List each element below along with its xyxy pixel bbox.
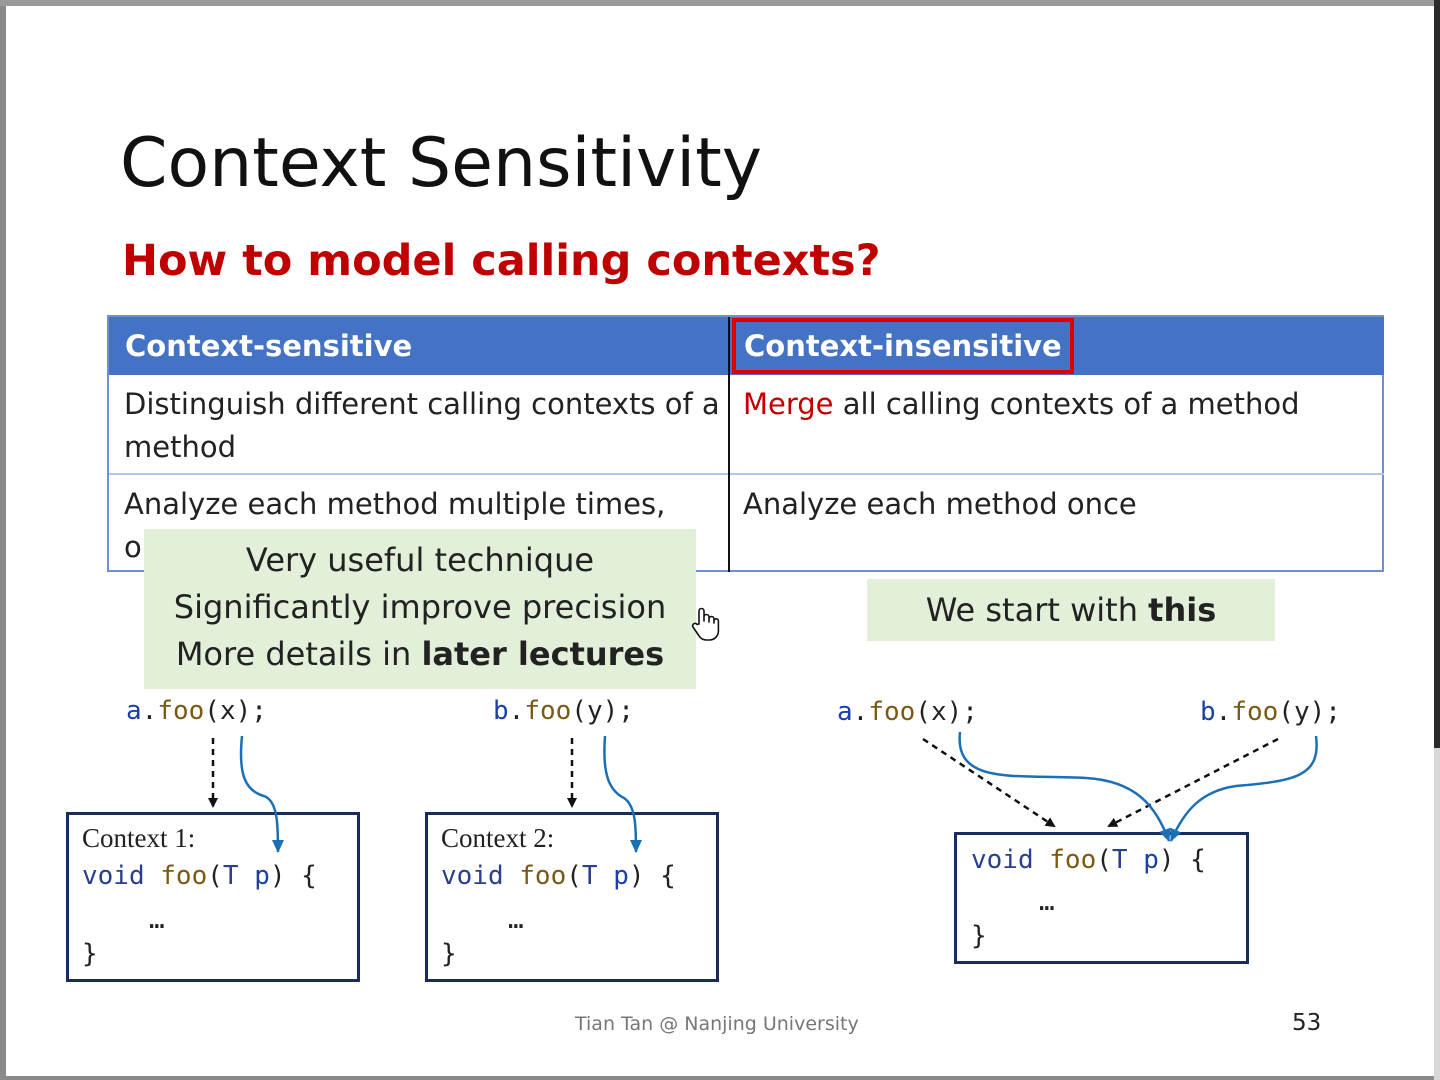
callout-line-1: Very useful technique (245, 541, 595, 579)
column-divider (728, 317, 730, 572)
context-1-label: Context 1: (82, 823, 196, 853)
merged-context-box (954, 832, 1249, 964)
close-brace-merged: } (971, 921, 987, 951)
highlight-box: Context-insensitive (732, 318, 1074, 374)
dashed-arrow-merged-a (923, 739, 1054, 826)
page-number: 53 (1292, 1010, 1322, 1036)
merge-highlight: Merge (743, 387, 834, 421)
slide-subtitle: How to model calling contexts? (122, 236, 881, 286)
scrollbar-track[interactable] (1434, 0, 1440, 748)
context-2-box (425, 812, 719, 982)
context-1-box (66, 812, 360, 982)
ellipsis-1: … (149, 905, 165, 935)
close-brace-1: } (82, 939, 98, 969)
table-cell-analyze-once: Analyze each method once (743, 487, 1137, 521)
method-decl-2: void foo(T p) { (441, 861, 676, 891)
callout-line-3: More details in later lectures (175, 635, 665, 673)
table-cell-distinguish: Distinguish different calling contexts of a method (124, 387, 720, 464)
row-divider (109, 473, 1384, 475)
callout-start-with-this: We start with this (867, 579, 1275, 641)
slide-title: Context Sensitivity (120, 124, 763, 203)
method-decl-merged: void foo(T p) { (971, 845, 1206, 875)
table-header-context-sensitive: Context-sensitive (109, 317, 729, 375)
call-b-left: b.foo(y); (493, 696, 634, 726)
slide-canvas (6, 6, 1434, 1076)
merge-rest: all calling contexts of a method (833, 387, 1300, 421)
callout-line-2: Significantly improve precision (173, 588, 667, 626)
table-cell-analyze-multiple: Analyze each method multiple times, (124, 487, 666, 521)
hand-pointer-icon (690, 606, 720, 642)
method-decl-1: void foo(T p) { (82, 861, 317, 891)
blue-arrow-merged-y (1171, 736, 1317, 841)
dashed-arrow-merged-b (1109, 739, 1278, 826)
slide-footer: Tian Tan @ Nanjing University (575, 1013, 859, 1035)
ellipsis-merged: … (1039, 887, 1055, 917)
table-cell-analyze-multiple-cont: o (124, 530, 142, 564)
ellipsis-2: … (508, 905, 524, 935)
call-a-left: a.foo(x); (126, 696, 267, 726)
table-header-context-insensitive (729, 317, 1384, 375)
close-brace-2: } (441, 939, 457, 969)
table-cell-merge (743, 383, 1300, 426)
callout-precision (144, 529, 696, 689)
context-2-label: Context 2: (441, 823, 555, 853)
call-a-right: a.foo(x); (837, 697, 978, 727)
call-b-right: b.foo(y); (1200, 697, 1341, 727)
blue-arrow-merged-x (960, 732, 1169, 841)
